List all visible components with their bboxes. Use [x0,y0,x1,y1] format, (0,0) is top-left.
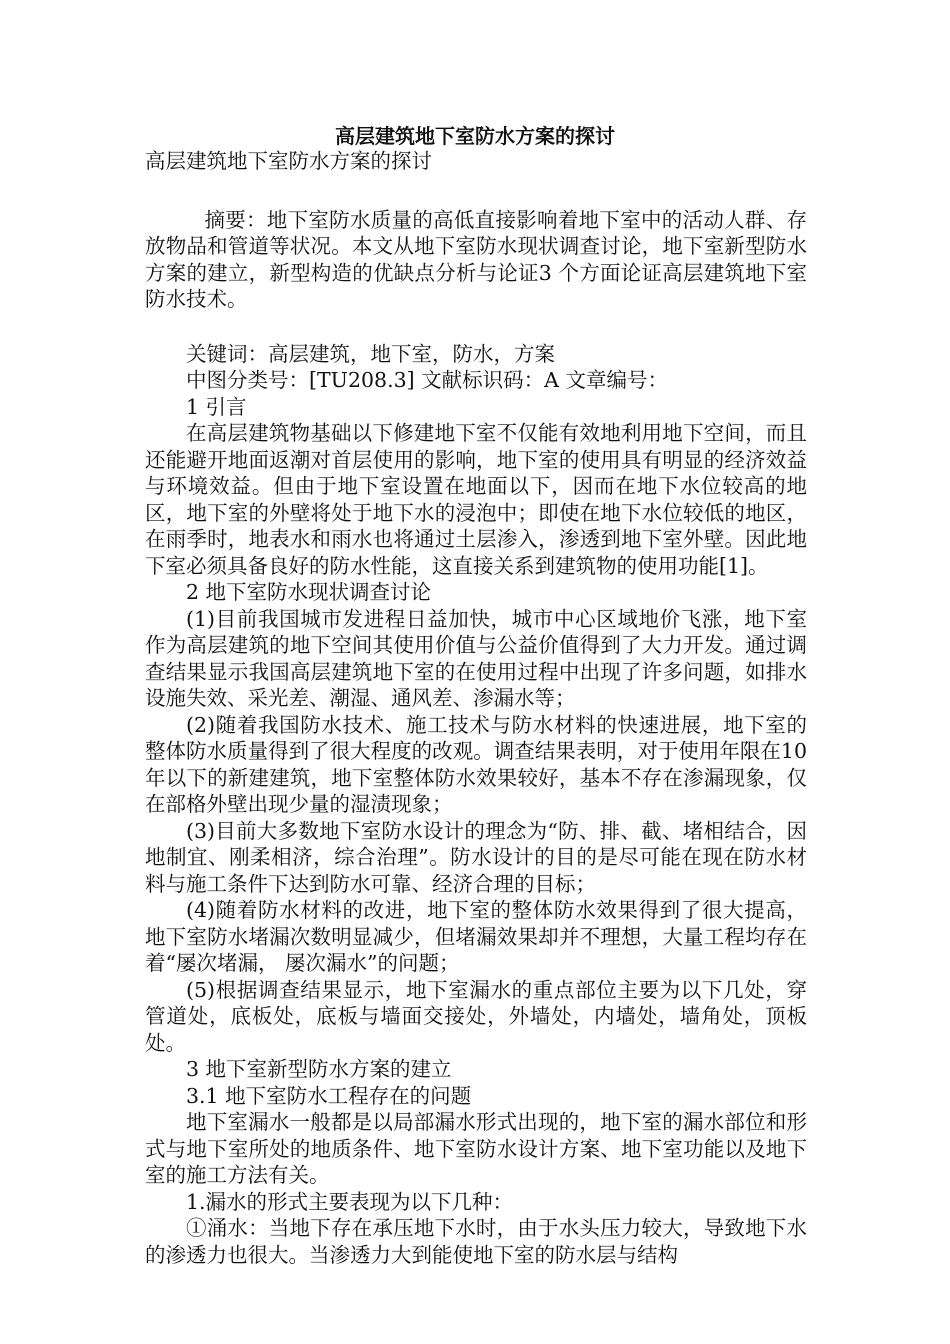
classification-line: 中图分类号：[TU208.3] 文献标识码：A 文章编号： [186,368,668,392]
document-title: 高层建筑地下室防水方案的探讨 [335,124,615,148]
subsection-heading: 3.1 地下室防水工程存在的问题 [186,1083,472,1108]
abstract-paragraph: 摘要：地下室防水质量的高低直接影响着地下室中的活动人群、存放物品和管道等状况。本文从地下室防水现状调查讨论，地下室新型防水方案的建立，新型构造的优缺点分析与论证3 个方面论证高层建筑地下室防水技术。 [145,207,807,311]
paragraph: (5)根据调查结果显示，地下室漏水的重点部位主要为以下几处，穿管道处，底板处，底板与墙面交接处，外墙处，内墙处，墙角处，顶板处。 [145,977,807,1055]
paragraph: (2)随着我国防水技术、施工技术与防水材料的快速进展，地下室的整体防水质量得到了很大程度的改观。调查结果表明，对于使用年限在10 年以下的新建建筑，地下室整体防水效果较好，基本不存在渗漏现象，仅在部格外壁出现少量的湿渍现象； [145,712,807,816]
document-subtitle: 高层建筑地下室防水方案的探讨 [145,149,432,173]
spacer [145,175,807,207]
paragraph: (4)随着防水材料的改进，地下室的整体防水效果得到了很大提高，地下室防水堵漏次数明显减少，但堵漏效果却并不理想，大量工程均存在着“屡次堵漏， 屡次漏水”的问题； [145,898,807,975]
paragraph: 地下室漏水一般都是以局部漏水形式出现的，地下室的漏水部位和形式与地下室所处的地质条件、地下室防水设计方案、地下室功能以及地下室的施工方法有关。 [145,1110,807,1187]
section-heading: 3 地下室新型防水方案的建立 [186,1057,452,1081]
section-heading: 1 引言 [186,394,247,419]
spacer [145,313,807,341]
paragraph: (1)目前我国城市发进程日益加快，城市中心区域地价飞涨，地下室作为高层建筑的地下空间其使用价值与公益价值得到了大力开发。通过调查结果显示我国高层建筑地下室的在使用过程中出现了许多问题，如排水设施失效、采光差、潮湿、通风差、渗漏水等； [145,606,807,710]
list-item: ①涌水：当地下存在承压地下水时，由于水头压力较大，导致地下水的渗透力也很大。当渗透力大到能使地下室的防水层与结构 [145,1216,807,1267]
section-heading: 2 地下室防水现状调查讨论 [186,580,432,604]
paragraph: (3)目前大多数地下室防水设计的理念为“防、排、截、堵相结合，因地制宜、刚柔相济，综合治理”。防水设计的目的是尽可能在现在防水材料与施工条件下达到防水可靠、经济合理的目标； [145,818,807,896]
list-item: 1.漏水的形式主要表现为以下几种： [186,1189,514,1214]
keywords-line: 关键词：高层建筑，地下室，防水，方案 [186,341,555,366]
document-body [145,148,807,1268]
paragraph: 在高层建筑物基础以下修建地下室不仅能有效地利用地下空间，而且还能避开地面返潮对首层使用的影响，地下室的使用具有明显的经济效益与环境效益。但由于地下室设置在地面以下，因而在地下水位较高的地区，地下室的外壁将处于地下水的浸泡中；即使在地下水位较低的地区，在雨季时，地表水和雨水也将通过土层渗入，渗透到地下室外壁。因此地下室必须具备良好的防水性能，这直接关系到建筑物的使用功能[1]。 [145,421,807,578]
